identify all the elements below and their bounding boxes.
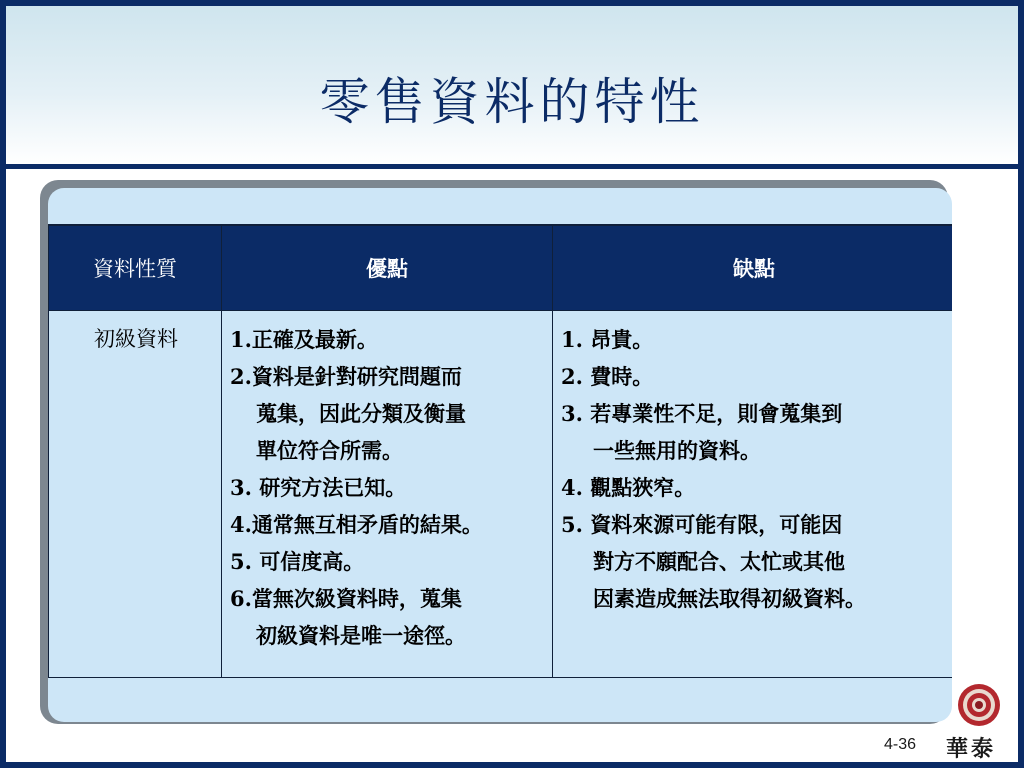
table-header-row — [49, 225, 953, 311]
disadvantage-item-4: 4. 觀點狹窄。 — [561, 475, 696, 500]
header-disadvantages: 缺點 — [553, 225, 953, 311]
disadvantage-item-5: 5. 資料來源可能有限，可能因 對方不願配合、太忙或其他 因素造成無法取得初級資料。 — [561, 512, 866, 611]
brand-name: 華泰 — [946, 736, 997, 762]
row-label: 初級資料 — [49, 311, 222, 678]
disadvantages-cell — [553, 311, 953, 678]
advantage-item-3: 3. 研究方法已知。 — [230, 475, 407, 500]
advantages-cell — [222, 311, 553, 678]
advantage-item-1: 1.正確及最新。 — [230, 327, 378, 352]
header-nature: 資料性質 — [49, 225, 222, 311]
advantage-item-6: 6.當無次級資料時，蒐集 初級資料是唯一途徑。 — [230, 586, 466, 648]
advantage-item-4: 4.通常無互相矛盾的結果。 — [230, 512, 483, 537]
header-advantages: 優點 — [222, 225, 553, 311]
disadvantage-item-2: 2. 費時。 — [561, 364, 654, 389]
advantage-item-2: 2.資料是針對研究問題而 蒐集，因此分類及衡量 單位符合所需。 — [230, 364, 466, 463]
page-number: 4-36 — [884, 736, 917, 753]
advantage-item-5: 5. 可信度高。 — [230, 549, 365, 574]
disadvantage-item-1: 1. 昂貴。 — [561, 327, 654, 352]
title-band — [6, 6, 1018, 169]
slide — [6, 6, 1018, 762]
table-row — [49, 311, 953, 678]
concentric-circle-logo-icon — [956, 682, 1002, 728]
content-panel — [48, 188, 952, 722]
comparison-table — [48, 224, 952, 678]
slide-title: 零售資料的特性 — [319, 73, 705, 131]
disadvantage-item-3: 3. 若專業性不足，則會蒐集到 一些無用的資料。 — [561, 401, 843, 463]
